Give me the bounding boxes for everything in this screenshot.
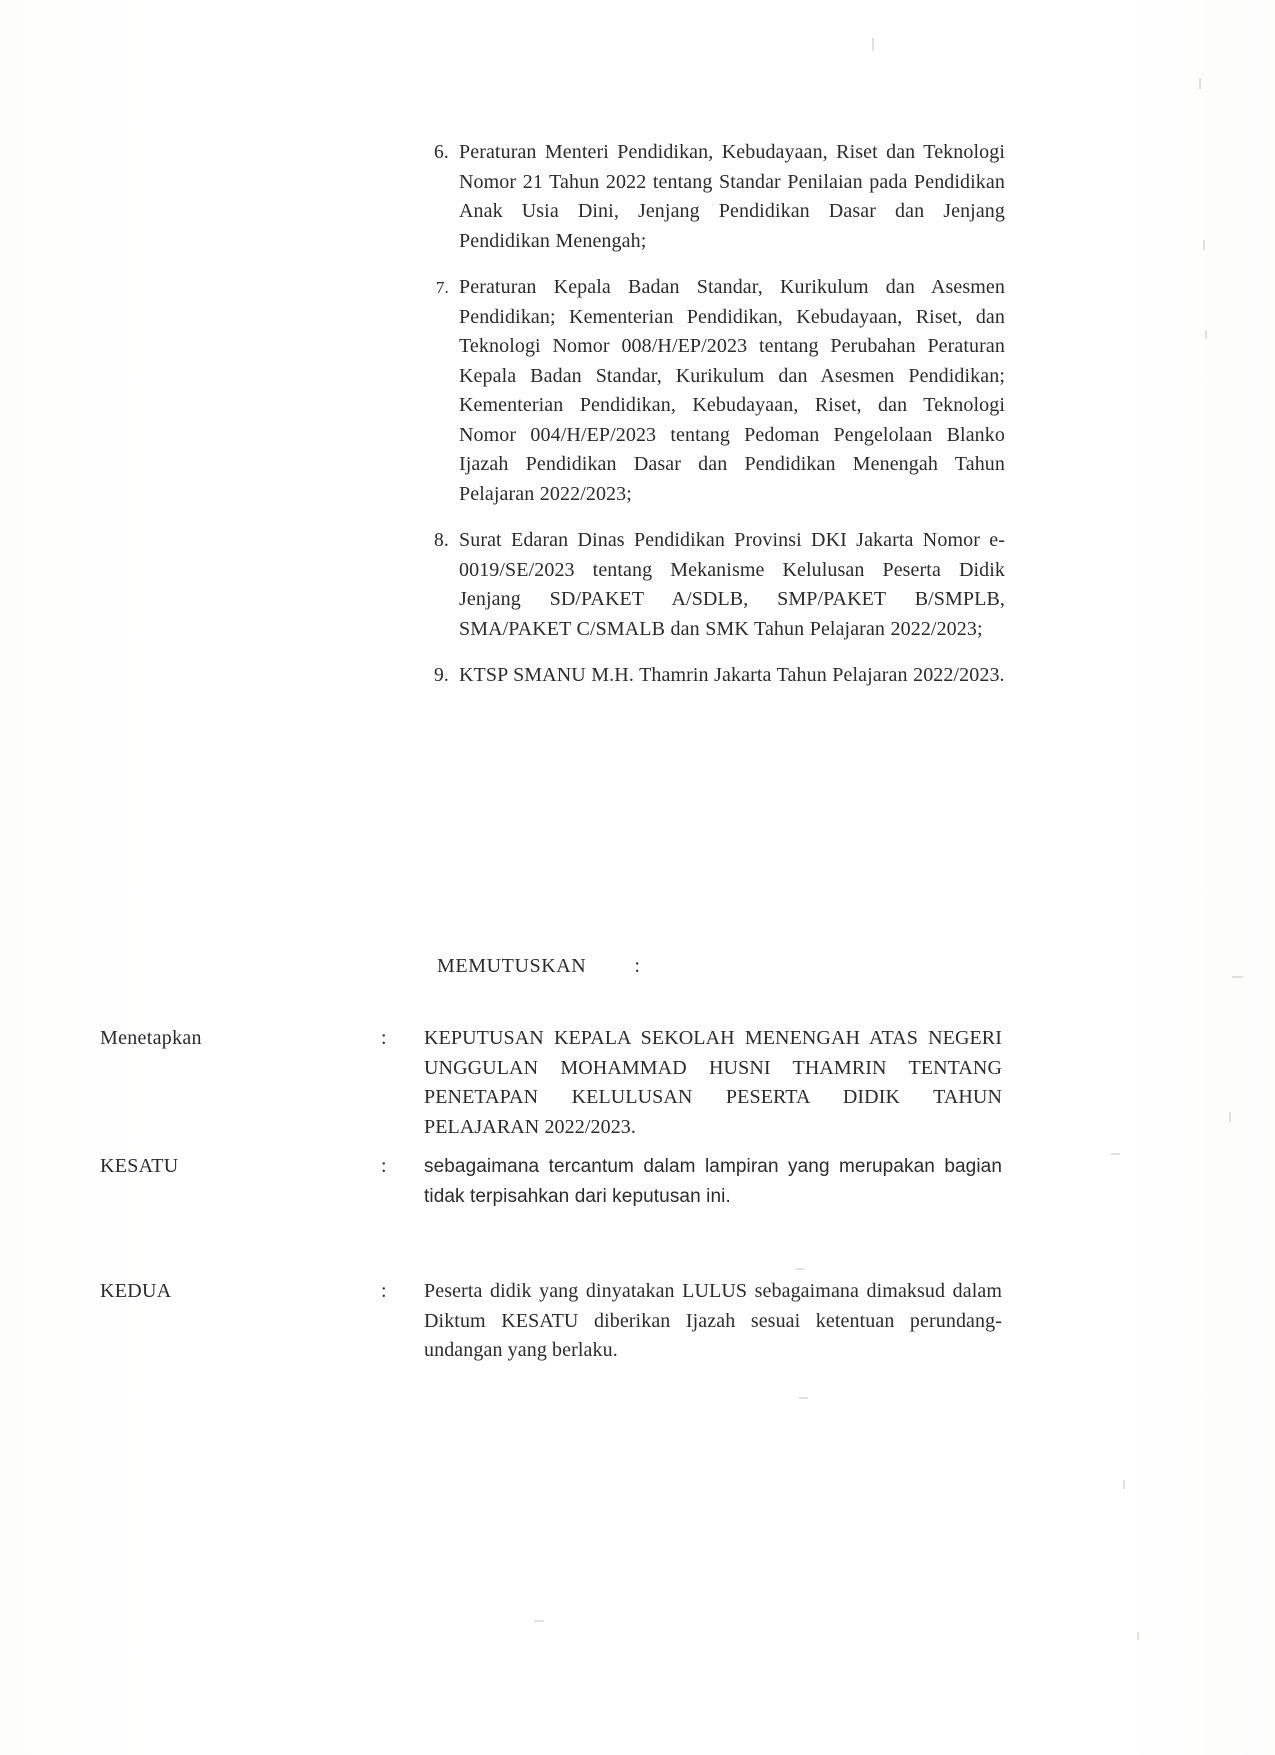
diktum-body: Peserta didik yang dinyatakan LULUS sebagaimana dimaksud dalam Diktum KESATU diberikan Ijazah sesuai ketentuan perundang-undangan yang berlaku.: [424, 1280, 1002, 1361]
list-item: [415, 138, 1005, 256]
list-item: [415, 526, 1005, 644]
decision-heading: [437, 952, 641, 981]
scan-artifact: [796, 1268, 804, 1270]
scan-artifact: [1123, 1480, 1125, 1489]
list-item-number: 8.: [433, 530, 449, 551]
diktum-colon: :: [381, 1280, 387, 1302]
scan-artifact: [534, 1620, 544, 1622]
diktum-label: KESATU: [100, 1155, 179, 1177]
list-item-number: 7.: [435, 278, 449, 297]
scan-artifact: [872, 38, 874, 51]
diktum-label: KEDUA: [100, 1280, 172, 1302]
decision-heading-colon: :: [634, 955, 641, 977]
list-item-number: 6.: [433, 142, 449, 163]
diktum-colon: :: [381, 1155, 387, 1177]
diktum-label: Menetapkan: [100, 1027, 202, 1049]
list-item-text: KTSP SMANU M.H. Thamrin Jakarta Tahun Pelajaran 2022/2023.: [459, 664, 1005, 686]
list-item-number: 9.: [433, 665, 449, 686]
list-item: [415, 273, 1005, 509]
scan-artifact: [1199, 78, 1201, 89]
list-item-text: Peraturan Menteri Pendidikan, Kebudayaan, Riset dan Teknologi Nomor 21 Tahun 2022 tentang Standar Penilaian pada Pendidikan Anak Usia Dini, Jenjang Pendidikan Dasar dan Jenjang Pendidikan Menengah;: [459, 141, 1005, 252]
list-item-text: Peraturan Kepala Badan Standar, Kurikulum dan Asesmen Pendidikan; Kementerian Pendidikan, Kebudayaan, Riset, dan Teknologi Nomor 008/H/EP/2023 tentang Perubahan Peraturan Kepala Badan Standar, Kurikulum dan Asesmen Pendidikan; Kementerian Pendidikan, Kebudayaan, Riset, dan Teknologi Nomor 004/H/EP/2023 tentang Pedoman Pengelolaan Blanko Ijazah Pendidikan Dasar dan Pendidikan Menengah Tahun Pelajaran 2022/2023;: [459, 276, 1005, 505]
diktum-body: KEPUTUSAN KEPALA SEKOLAH MENENGAH ATAS NEGERI UNGGULAN MOHAMMAD HUSNI THAMRIN TENTANG PENETAPAN KELULUSAN PESERTA DIDIK TAHUN PELAJARAN 2022/2023.: [424, 1027, 1002, 1138]
scan-artifact: [1203, 240, 1205, 250]
scan-artifact: [1232, 976, 1243, 978]
list-item: [415, 661, 1005, 691]
scan-artifact: [1111, 1153, 1120, 1155]
list-item-text: Surat Edaran Dinas Pendidikan Provinsi DKI Jakarta Nomor e-0019/SE/2023 tentang Mekanisme Kelulusan Peserta Didik Jenjang SD/PAKET A/SDLB, SMP/PAKET B/SMPLB, SMA/PAKET C/SMALB dan SMK Tahun Pelajaran 2022/2023;: [459, 529, 1005, 640]
scan-artifact: [1229, 1112, 1231, 1122]
scan-artifact: [1205, 330, 1207, 339]
considerans-list: [415, 138, 1005, 708]
decision-heading-label: MEMUTUSKAN: [437, 955, 587, 977]
scan-artifact: [1137, 1632, 1139, 1640]
scan-artifact: [799, 1397, 808, 1399]
diktum-body: sebagaimana tercantum dalam lampiran yang merupakan bagian tidak terpisahkan dari keputusan ini.: [424, 1156, 1002, 1207]
diktum-colon: :: [381, 1027, 387, 1049]
